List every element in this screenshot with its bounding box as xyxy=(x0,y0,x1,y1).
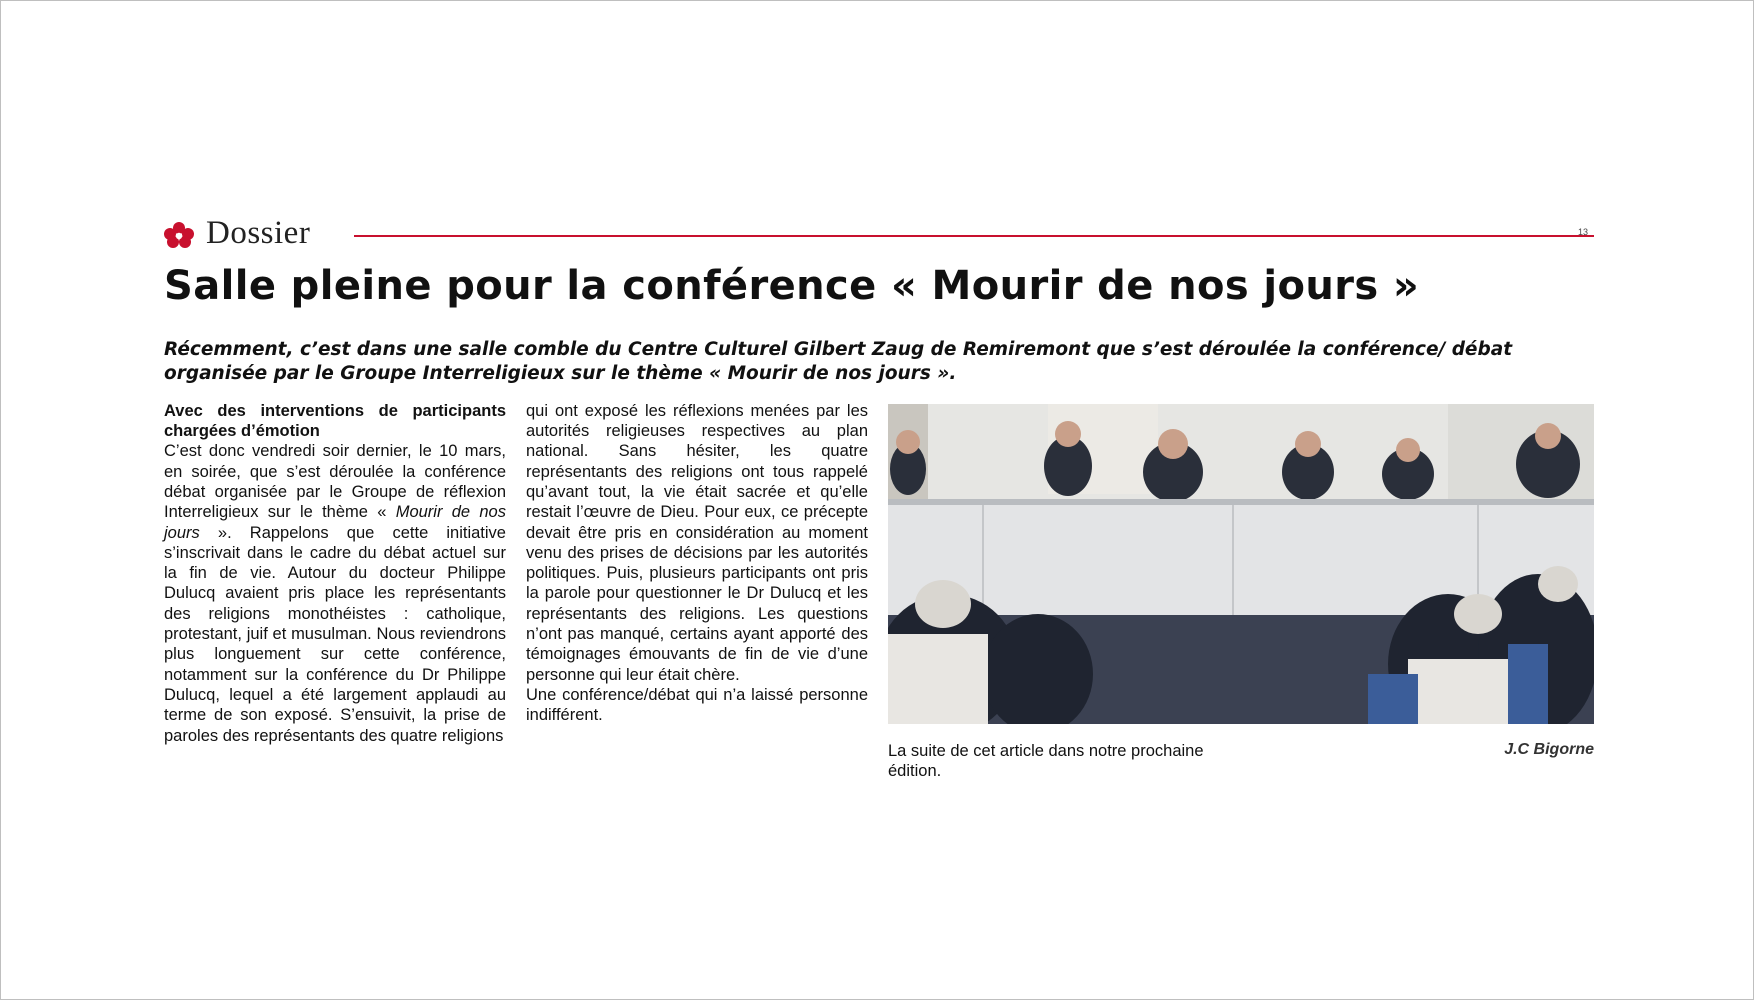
article-body xyxy=(164,401,1594,821)
column-2-paragraph-1: qui ont exposé les réflexions menées par les autorités religieuses respectives au plan national. Sans hésiter, les quatre représentants des religions ont tous rappelé qu’avant tout, la vie était sacrée et qu’elle restait l’œuvre de Dieu. Pour eux, ce précepte devait être pris en considération au moment venu des prises de décisions par les autorités politiques. Puis, plusieurs participants ont pris la parole pour questionner le Dr Dulucq et les représentants des religions. Les questions n’ont pas manqué, certains ayant apporté des témoignages émouvants de fin de vie d’une personne qui leur était chère. xyxy=(526,401,868,684)
text-column-2 xyxy=(526,401,868,726)
column-1-text-b: ». Rappelons que cette initiative s’inscrivait dans le cadre du débat actuel sur la fin de vie. Autour du docteur Philippe Dulucq avaient pris place les représentants des religions monothéistes : catholique, protestant, juif et musulman. Nous reviendrons plus longuement sur cette conférence, notamment sur la conférence du Dr Philippe Dulucq, lequel a été largement applaudi au terme de son exposé. S’ensuivit, la prise de paroles des représentants des quatre religions xyxy=(164,523,506,745)
photo-caption: La suite de cet article dans notre prochaine édition. xyxy=(888,741,1204,781)
column-1-text-a: C’est donc vendredi soir dernier, le 10 mars, en soirée, que s’est déroulée la conférence débat organisée par le Groupe de réflexion Interreligieux sur le thème « xyxy=(164,442,506,522)
column-1-italic-title: Mourir de nos jours xyxy=(164,503,506,542)
photo-credit: J.C Bigorne xyxy=(1504,740,1594,758)
page-number: 13 xyxy=(1577,227,1588,237)
text-column-1 xyxy=(164,401,506,746)
subheading: Avec des interventions de participants chargées d’émotion xyxy=(164,401,506,441)
article xyxy=(164,215,1594,821)
rubric-rule xyxy=(354,235,1594,237)
flower-icon xyxy=(164,222,194,248)
headline: Salle pleine pour la conférence « Mourir de nos jours » xyxy=(164,263,1420,309)
standfirst: Récemment, c’est dans une salle comble du Centre Culturel Gilbert Zaug de Remiremont que s’est déroulée la conférence/ débat organisée par le Groupe Interreligieux sur le thème « Mourir de nos jours ». xyxy=(164,338,1513,384)
column-2-paragraph-2: Une conférence/débat qui n’a laissé personne indifférent. xyxy=(526,685,868,725)
rubric-label: Dossier xyxy=(206,215,311,251)
rubric-header xyxy=(164,215,1594,251)
column-1-paragraph xyxy=(164,441,506,745)
conference-photo xyxy=(888,404,1594,724)
